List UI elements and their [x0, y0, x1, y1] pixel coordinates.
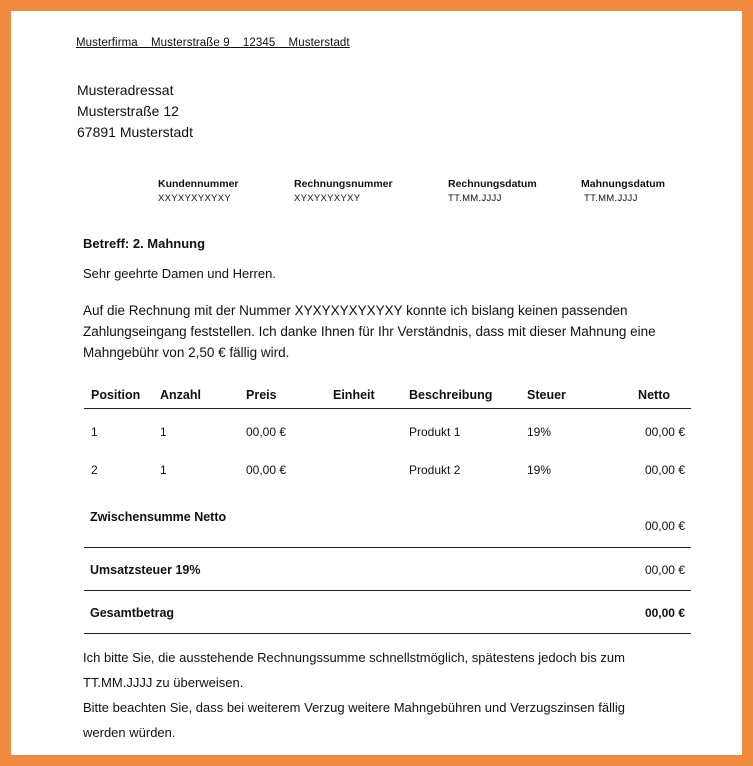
cell-tax: 19% — [527, 463, 552, 477]
header-quantity: Anzahl — [160, 388, 201, 402]
meta-label: Rechnungsdatum — [448, 178, 537, 190]
cell-quantity: 1 — [160, 463, 167, 477]
subtotal-row — [84, 510, 691, 540]
cell-description: Produkt 1 — [409, 425, 461, 439]
cell-net: 00,00 € — [644, 425, 685, 439]
recipient-address — [77, 80, 193, 143]
meta-value: TT.MM.JJJJ — [584, 193, 638, 204]
recipient-name: Musteradressat — [77, 82, 174, 98]
cell-description: Produkt 2 — [409, 463, 461, 477]
meta-value: XXYXYXYXYXY — [158, 193, 232, 204]
tax-label: Umsatzsteuer 19% — [90, 563, 201, 577]
cell-position: 1 — [91, 425, 98, 439]
cell-net: 00,00 € — [644, 463, 685, 477]
tax-row — [84, 563, 691, 583]
subtotal-label: Zwischensumme Netto — [90, 510, 227, 524]
cell-tax: 19% — [527, 425, 552, 439]
cell-position: 2 — [91, 463, 98, 477]
total-label: Gesamtbetrag — [90, 606, 175, 620]
meta-customer-number — [158, 178, 239, 204]
meta-value: XYXYXYXYXY — [294, 193, 361, 204]
meta-label: Rechnungsnummer — [294, 178, 393, 190]
intro-paragraph: Auf die Rechnung mit der Nummer XYXYXYXYXYXY konnte ich bislang keinen passenden Zahlungseingang feststellen. Ich danke Ihnen für Ihr Verständnis, dass mit dieser Mahnung eine Mahngebühr von 2,50 € fällig wird. — [83, 303, 656, 360]
closing-paragraph-2 — [83, 695, 693, 745]
tax-value: 00,00 € — [644, 563, 685, 577]
subtotal-value: 00,00 € — [644, 519, 685, 533]
header-net: Netto — [638, 388, 670, 402]
meta-reminder-date — [581, 178, 665, 204]
total-row — [84, 606, 691, 626]
total-value: 00,00 € — [644, 606, 685, 620]
divider — [84, 633, 691, 634]
table-row — [84, 463, 691, 483]
subject-line: Betreff: 2. Mahnung — [83, 236, 206, 251]
closing-line: TT.MM.JJJJ zu überweisen. — [83, 675, 244, 690]
cell-quantity: 1 — [160, 425, 167, 439]
closing-line: werden würden. — [83, 725, 176, 740]
divider — [84, 547, 691, 548]
meta-label: Kundennummer — [158, 178, 239, 190]
cell-price: 00,00 € — [246, 463, 287, 477]
header-description: Beschreibung — [409, 388, 493, 402]
recipient-street: Musterstraße 12 — [77, 103, 179, 119]
recipient-city: 67891 Musterstadt — [77, 124, 193, 140]
meta-label: Mahnungsdatum — [581, 178, 665, 190]
divider — [84, 590, 691, 591]
meta-value: TT.MM.JJJJ — [448, 193, 502, 204]
table-header — [84, 388, 691, 409]
salutation: Sehr geehrte Damen und Herren. — [83, 266, 276, 281]
closing-line: Ich bitte Sie, die ausstehende Rechnungssumme schnellstmöglich, spätestens jedoch bis zum — [83, 650, 625, 665]
meta-invoice-date — [448, 178, 537, 204]
sender-line: Musterfirma Musterstraße 9 12345 Musterstadt — [76, 37, 350, 49]
table-row — [84, 425, 691, 445]
closing-paragraph-1 — [83, 645, 693, 695]
closing-line: Bitte beachten Sie, dass bei weiterem Verzug weitere Mahngebühren und Verzugszinsen fällig — [83, 700, 625, 715]
header-price: Preis — [246, 388, 277, 402]
cell-price: 00,00 € — [246, 425, 287, 439]
header-tax: Steuer — [527, 388, 566, 402]
header-unit: Einheit — [333, 388, 375, 402]
meta-invoice-number — [294, 178, 393, 204]
header-position: Position — [91, 388, 141, 402]
